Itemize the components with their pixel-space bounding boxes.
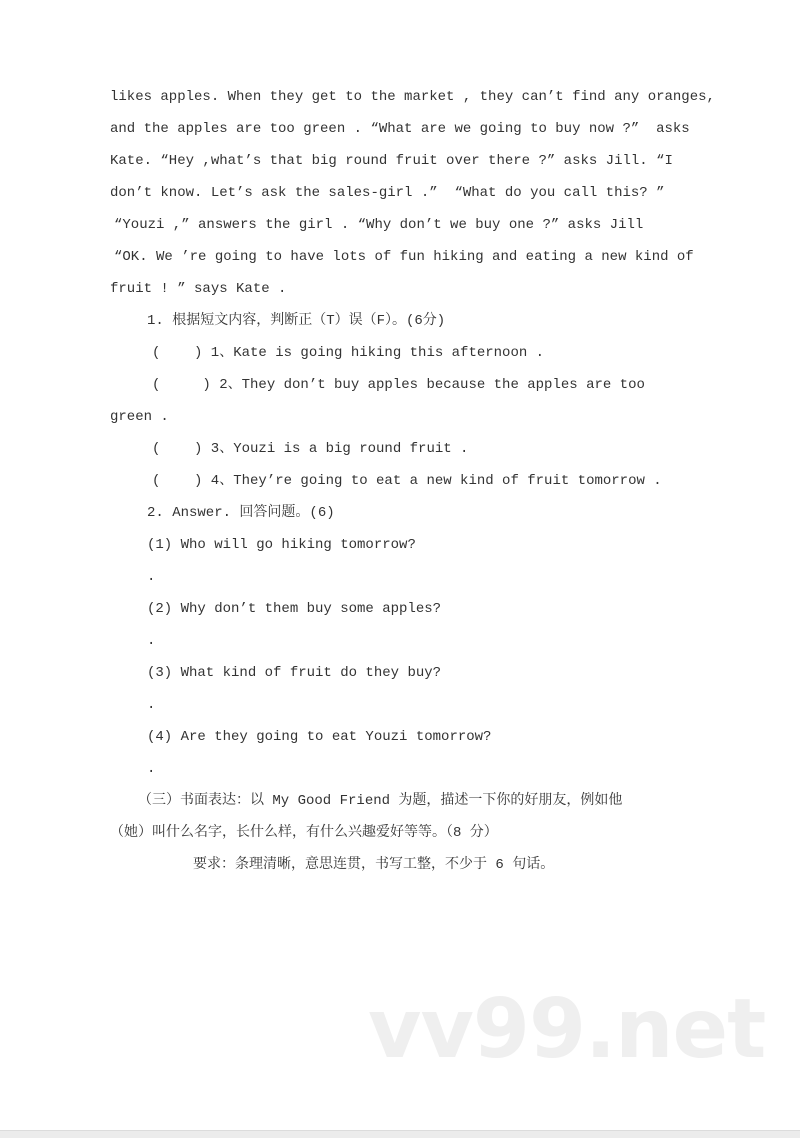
tf-item: ( ) 1、Kate is going hiking this afternoon .: [152, 345, 545, 361]
question: (1) Who will go hiking tomorrow?: [147, 537, 416, 553]
tf-item: ( ) 3、Youzi is a big round fruit .: [152, 441, 469, 457]
tf-item: ( ) 4、They’re going to eat a new kind of fruit tomorrow .: [152, 473, 662, 489]
tf-item: ( ) 2、They don’t buy apples because the apples are too: [152, 377, 645, 393]
answer-blank: .: [147, 697, 156, 713]
tf-item-continued: green .: [110, 409, 169, 425]
watermark: vv99.net: [368, 982, 766, 1077]
answer-blank: .: [147, 761, 156, 777]
passage-line: and the apples are too green . “What are we going to buy now ?” asks: [110, 121, 690, 137]
section-title: 1. 根据短文内容，判断正（T）误（F）。(6分): [147, 313, 446, 329]
question: (3) What kind of fruit do they buy?: [147, 665, 442, 681]
passage-line: “OK. We ’re going to have lots of fun hiking and eating a new kind of: [114, 249, 694, 265]
writing-prompt: （她）叫什么名字，长什么样，有什么兴趣爱好等等。（8 分）: [110, 825, 498, 841]
writing-prompt: （三）书面表达：以 My Good Friend 为题，描述一下你的好朋友，例如他: [138, 793, 623, 809]
passage-line: don’t know. Let’s ask the sales-girl .” “What do you call this? ”: [110, 185, 665, 201]
section-title: 2. Answer. 回答问题。(6): [147, 505, 335, 521]
passage-line: likes apples. When they get to the market , they can’t find any oranges,: [110, 89, 715, 105]
passage-line: Kate. “Hey ,what’s that big round fruit over there ?” asks Jill. “I: [110, 153, 673, 169]
passage-line: fruit ! ” says Kate .: [110, 281, 287, 297]
answer-blank: .: [147, 633, 156, 649]
answer-blank: .: [147, 569, 156, 585]
question: (4) Are they going to eat Youzi tomorrow?: [147, 729, 492, 745]
passage-line: “Youzi ,” answers the girl . “Why don’t we buy one ?” asks Jill: [114, 217, 644, 233]
writing-requirement: 要求：条理清晰，意思连贯，书写工整，不少于 6 句话。: [193, 857, 555, 873]
question: (2) Why don’t them buy some apples?: [147, 601, 442, 617]
